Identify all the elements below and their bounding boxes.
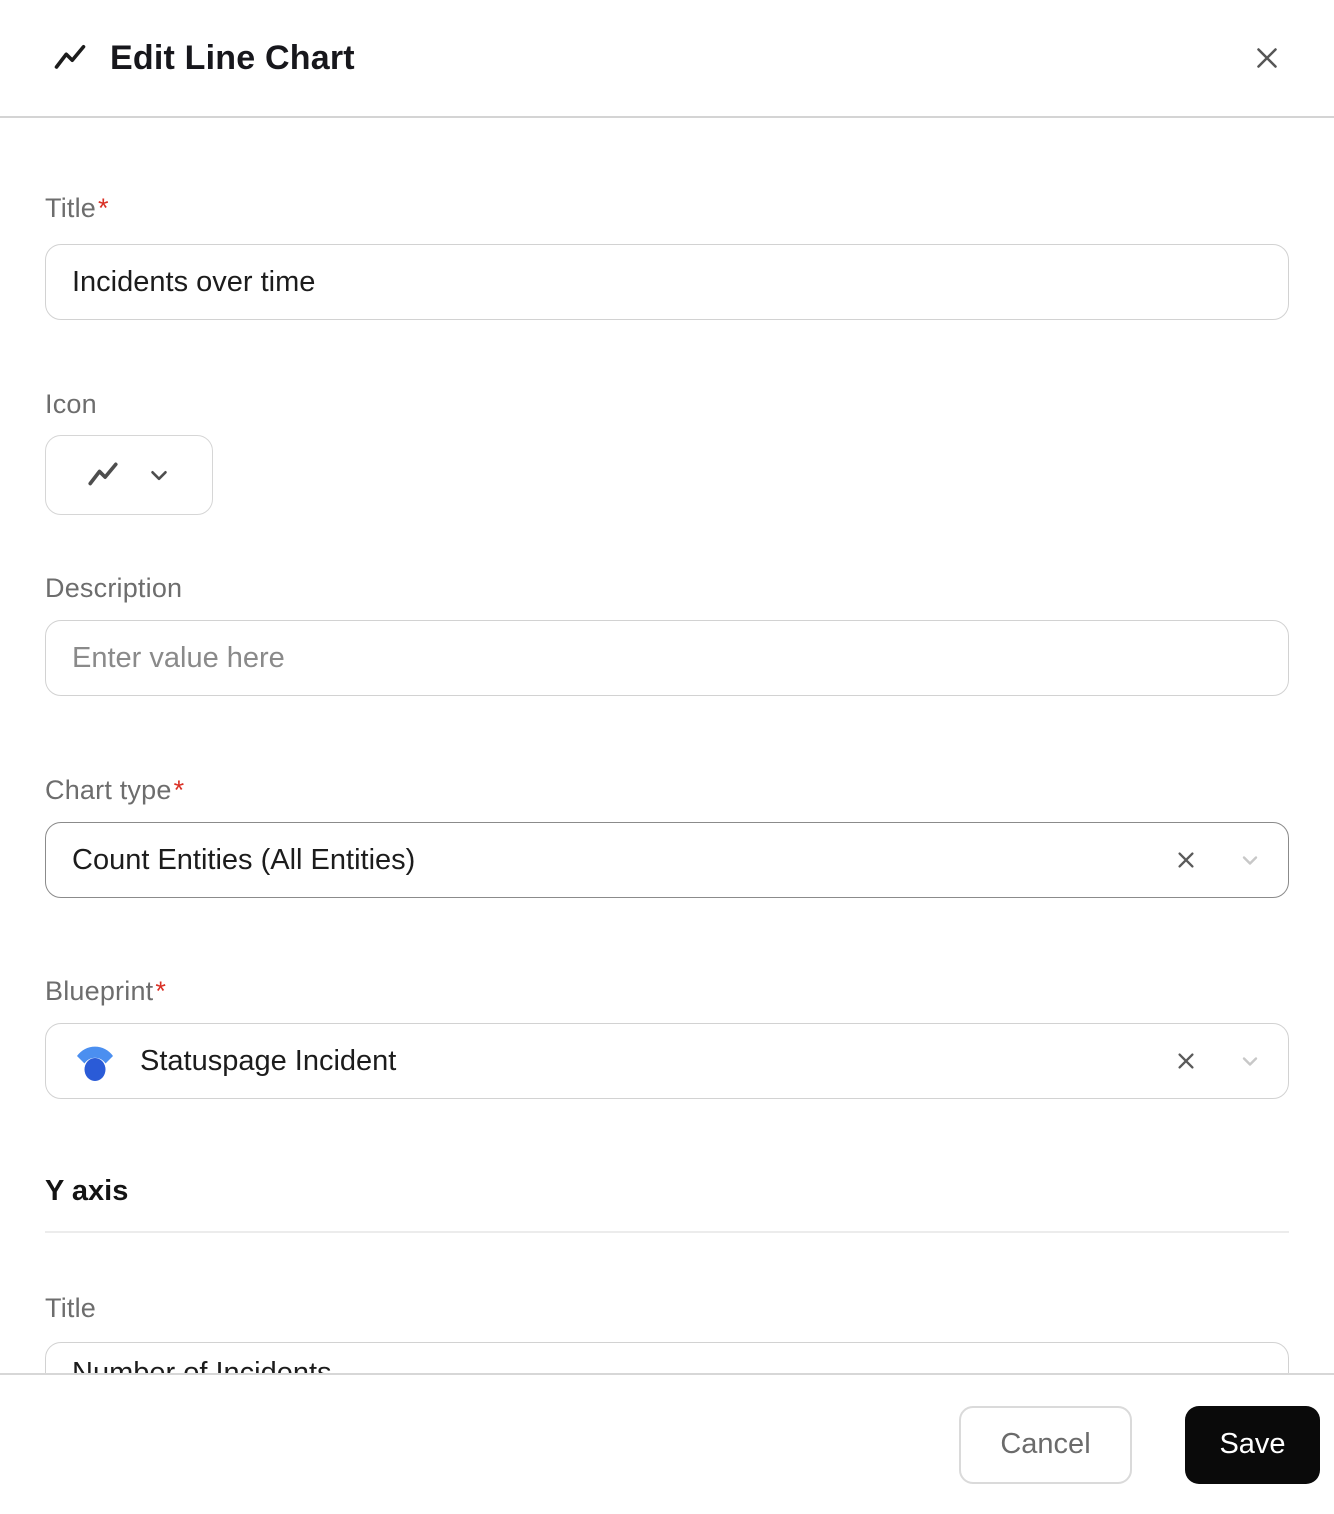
modal-header — [0, 0, 1334, 118]
description-field-label: Description — [45, 573, 183, 603]
clear-x-icon[interactable] — [1168, 1043, 1204, 1079]
chart-type-select[interactable] — [45, 822, 1289, 898]
section-divider — [45, 1231, 1289, 1233]
title-field-label: Title* — [45, 193, 109, 223]
clear-x-icon[interactable] — [1168, 842, 1204, 878]
blueprint-value: Statuspage Incident — [140, 1044, 397, 1077]
modal-body — [0, 193, 1334, 1418]
trending-up-icon — [86, 458, 120, 492]
title-input[interactable] — [45, 244, 1289, 320]
chevron-down-icon[interactable] — [1234, 1045, 1266, 1077]
required-asterisk: * — [155, 976, 167, 1006]
required-asterisk: * — [98, 193, 109, 223]
chart-type-field-label: Chart type* — [45, 775, 185, 805]
chevron-down-icon — [146, 462, 172, 488]
icon-picker-button[interactable] — [45, 435, 213, 515]
modal-footer — [0, 1373, 1334, 1514]
statuspage-icon — [72, 1039, 118, 1083]
y-axis-section-heading: Y axis — [45, 1175, 129, 1207]
icon-field-label: Icon — [45, 389, 97, 419]
trending-up-icon — [52, 40, 88, 76]
modal-title: Edit Line Chart — [110, 38, 355, 77]
cancel-button[interactable]: Cancel — [959, 1406, 1132, 1484]
close-icon[interactable] — [1244, 35, 1290, 81]
description-input[interactable] — [45, 620, 1289, 696]
save-button[interactable]: Save — [1185, 1406, 1320, 1484]
chevron-down-icon[interactable] — [1234, 844, 1266, 876]
y-axis-title-field-label: Title — [45, 1293, 97, 1323]
blueprint-field-label: Blueprint* — [45, 976, 167, 1006]
required-asterisk: * — [173, 775, 185, 805]
chart-type-value: Count Entities (All Entities) — [72, 843, 416, 876]
blueprint-select[interactable] — [45, 1023, 1289, 1099]
